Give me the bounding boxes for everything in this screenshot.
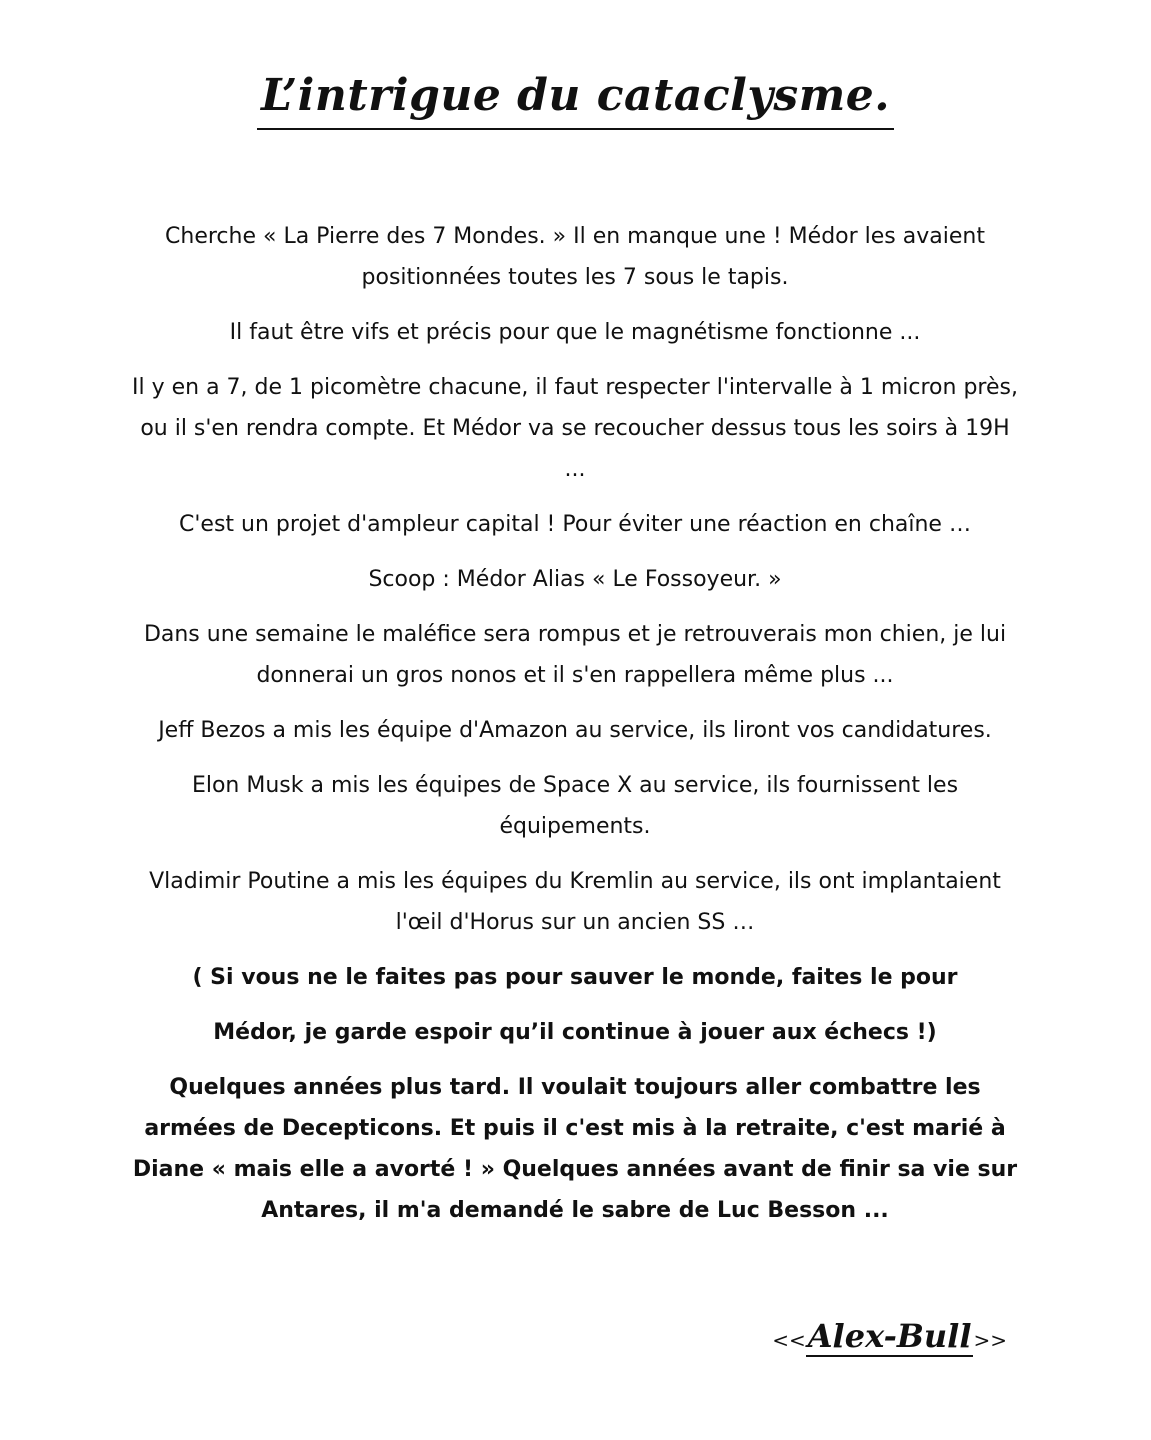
document-title [0, 66, 1151, 130]
paragraph: Elon Musk a mis les équipes de Space X au service, ils fournissent les équipements. [191, 773, 959, 839]
signature [772, 1316, 1007, 1360]
document-body [130, 216, 1020, 1245]
paragraph: Il faut être vifs et précis pour que le magnétisme fonctionne ... [229, 320, 921, 345]
paragraph: Scoop : Médor Alias « Le Fossoyeur. » [368, 567, 782, 592]
signature-name: Alex-Bull [807, 1317, 972, 1355]
signature-close: >> [973, 1328, 1007, 1352]
bold-paragraph: Quelques années plus tard. Il voulait toujours aller combattre les armées de Decepticons. Et puis il c'est mis à la retraite, c'est marié à Diane « mais elle a avorté ! » Quelques années avant de finir sa vie sur Antares, il m'a demandé le sabre de Luc Besson ... [132, 1075, 1018, 1223]
paragraph: Dans une semaine le maléfice sera rompus et je retrouverais mon chien, je lui donnerai un gros nonos et il s'en rappellera même plus ... [143, 622, 1007, 688]
paragraph: Il y en a 7, de 1 picomètre chacune, il faut respecter l'intervalle à 1 micron près, ou il s'en rendra compte. Et Médor va se recoucher dessus tous les soirs à 19H ... [132, 375, 1018, 482]
bold-paragraph: Médor, je garde espoir qu’il continue à jouer aux échecs !) [213, 1020, 937, 1045]
paragraph: Jeff Bezos a mis les équipe d'Amazon au service, ils liront vos candidatures. [158, 718, 992, 743]
paragraph: Vladimir Poutine a mis les équipes du Kremlin au service, ils ont implantaient l'œil d'Horus sur un ancien SS … [149, 869, 1001, 935]
paragraph: Cherche « La Pierre des 7 Mondes. » Il en manque une ! Médor les avaient positionnées toutes les 7 sous le tapis. [165, 224, 985, 290]
document-title-text: L’intrigue du cataclysme. [257, 66, 894, 130]
bold-paragraph: ( Si vous ne le faites pas pour sauver le monde, faites le pour [192, 965, 958, 990]
paragraph: C'est un projet d'ampleur capital ! Pour éviter une réaction en chaîne … [179, 512, 971, 537]
signature-open: << [772, 1328, 806, 1352]
